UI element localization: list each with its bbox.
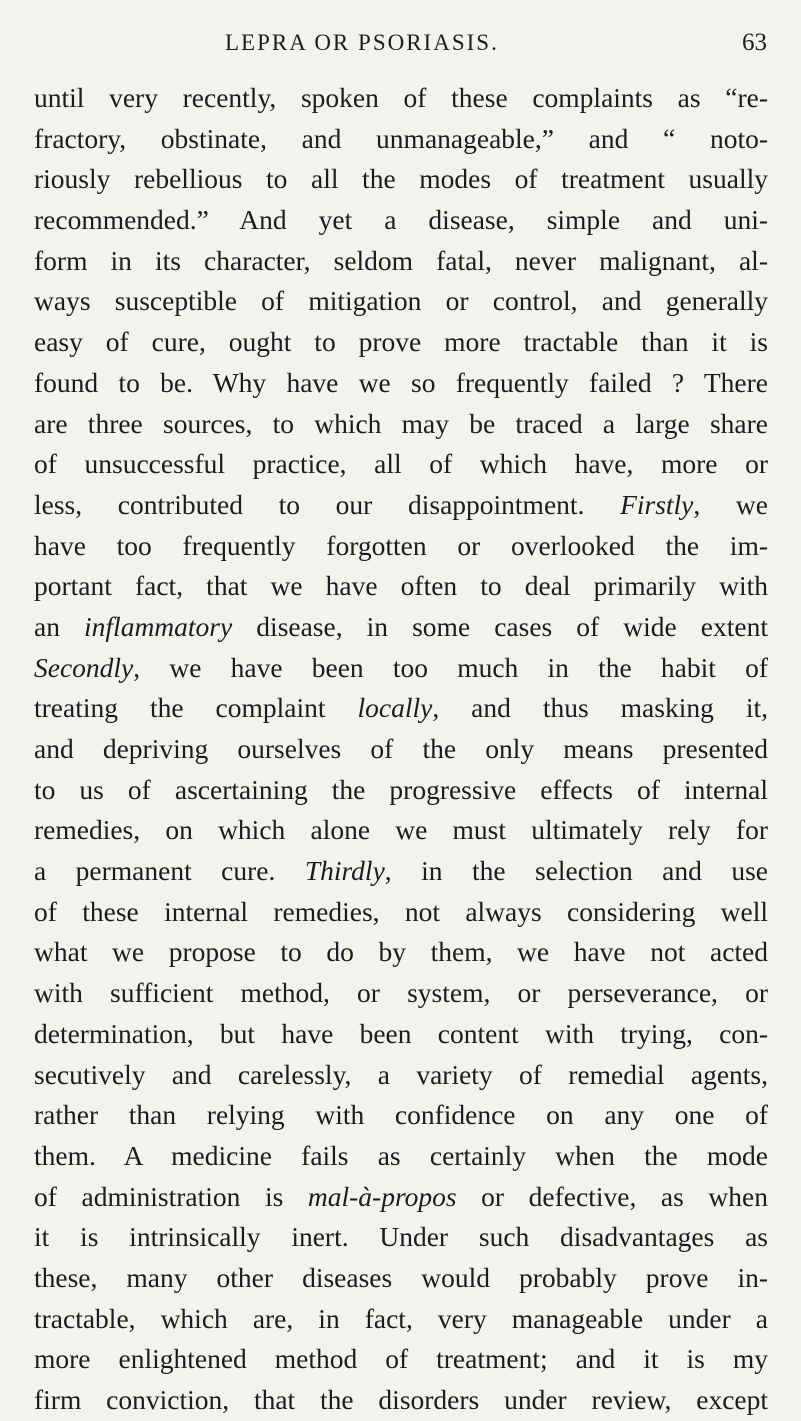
text-line xyxy=(34,363,768,404)
text-run: an xyxy=(34,610,85,642)
text-line xyxy=(34,1055,768,1096)
text-line xyxy=(34,973,768,1014)
text-run: tractable, which are, in fact, very manageable under a xyxy=(34,1302,768,1334)
text-line xyxy=(34,810,768,851)
text-run: treating the complaint xyxy=(34,692,358,724)
text-run: with sufficient method, or system, or perseverance, or xyxy=(34,977,768,1009)
text-line xyxy=(34,119,768,160)
text-line xyxy=(34,1095,768,1136)
text-run: found to be. Why have we so frequently failed ? There xyxy=(34,366,768,398)
italic-text: inflammatory xyxy=(84,610,233,642)
text-run: are three sources, to which may be traced a large share xyxy=(34,407,768,439)
text-run: fractory, obstinate, and unmanageable,” and “ noto- xyxy=(34,122,768,154)
text-line xyxy=(34,322,768,363)
text-line xyxy=(34,78,768,119)
text-run: secutively and carelessly, a variety of remedial agents, xyxy=(34,1058,768,1090)
text-run: to us of ascertaining the progressive effects of internal xyxy=(34,773,768,805)
text-run: ways susceptible of mitigation or control, and generally xyxy=(34,285,768,317)
text-run: firm conviction, that the disorders under review, except xyxy=(34,1384,768,1415)
text-run: more enlightened method of treatment; and it is my xyxy=(34,1343,768,1375)
text-run: these, many other diseases would probably prove in- xyxy=(34,1261,768,1293)
text-run: and depriving ourselves of the only means presented xyxy=(34,733,768,764)
text-line xyxy=(34,526,768,567)
text-run: of administration is xyxy=(34,1180,308,1212)
text-line xyxy=(34,404,768,445)
text-line xyxy=(34,1380,768,1421)
text-run: less, contributed to our disappointment. xyxy=(34,488,621,520)
text-line xyxy=(34,607,768,648)
text-run: , and thus masking it, xyxy=(432,692,768,724)
text-line xyxy=(34,241,768,282)
text-run: recommended.” And yet a disease, simple and uni- xyxy=(34,204,768,236)
text-run: , we have been too much in the habit of xyxy=(133,651,768,683)
text-run: form in its character, seldom fatal, never malignant, al- xyxy=(34,244,768,276)
text-run: or defective, as when xyxy=(456,1180,768,1212)
text-line xyxy=(34,770,768,811)
text-line xyxy=(34,281,768,322)
text-run: what we propose to do by them, we have not acted xyxy=(34,936,768,968)
text-line xyxy=(34,566,768,607)
text-line xyxy=(34,200,768,241)
page-number: 63 xyxy=(742,29,767,56)
text-run: of these internal remedies, not always considering well xyxy=(34,895,768,927)
text-run: remedies, on which alone we must ultimately rely for xyxy=(34,814,768,846)
text-run: of unsuccessful practice, all of which have, more or xyxy=(34,448,768,480)
italic-text: locally xyxy=(357,692,433,724)
text-line xyxy=(34,892,768,933)
text-run: until very recently, spoken of these complaints as “re- xyxy=(34,82,768,113)
text-run: them. A medicine fails as certainly when the mode xyxy=(34,1139,768,1171)
text-line xyxy=(34,1339,768,1380)
text-line xyxy=(34,159,768,200)
text-line xyxy=(34,1014,768,1055)
text-line xyxy=(34,932,768,973)
text-run: easy of cure, ought to prove more tractable than it is xyxy=(34,326,768,358)
running-head xyxy=(0,26,801,60)
italic-text: Secondly xyxy=(34,651,134,683)
text-run: disease, in some cases of wide extent xyxy=(232,610,768,642)
text-line xyxy=(34,729,768,770)
text-line xyxy=(34,1136,768,1177)
text-line xyxy=(34,648,768,689)
italic-text: Firstly xyxy=(620,488,694,520)
text-line xyxy=(34,851,768,892)
text-line xyxy=(34,1217,768,1258)
text-run: a permanent cure. xyxy=(34,855,305,887)
text-run: , we xyxy=(693,488,768,520)
text-line xyxy=(34,688,768,729)
text-line xyxy=(34,1258,768,1299)
text-run: rather than relying with confidence on any one of xyxy=(34,1099,768,1131)
text-line xyxy=(34,485,768,526)
text-run: riously rebellious to all the modes of treatment usually xyxy=(34,163,768,195)
text-run: it is intrinsically inert. Under such disadvantages as xyxy=(34,1221,768,1253)
text-run: determination, but have been content with trying, con- xyxy=(34,1017,768,1049)
text-line xyxy=(34,1177,768,1218)
body-text xyxy=(34,78,768,1421)
text-line xyxy=(34,444,768,485)
text-run: portant fact, that we have often to deal primarily with xyxy=(34,570,768,602)
running-title: LEPRA OR PSORIASIS. xyxy=(225,30,499,55)
italic-text: Thirdly xyxy=(304,855,385,887)
text-run: have too frequently forgotten or overlooked the im- xyxy=(34,529,768,561)
italic-text: mal-à-propos xyxy=(307,1180,457,1212)
text-run: , in the selection and use xyxy=(384,855,768,887)
text-line xyxy=(34,1299,768,1340)
